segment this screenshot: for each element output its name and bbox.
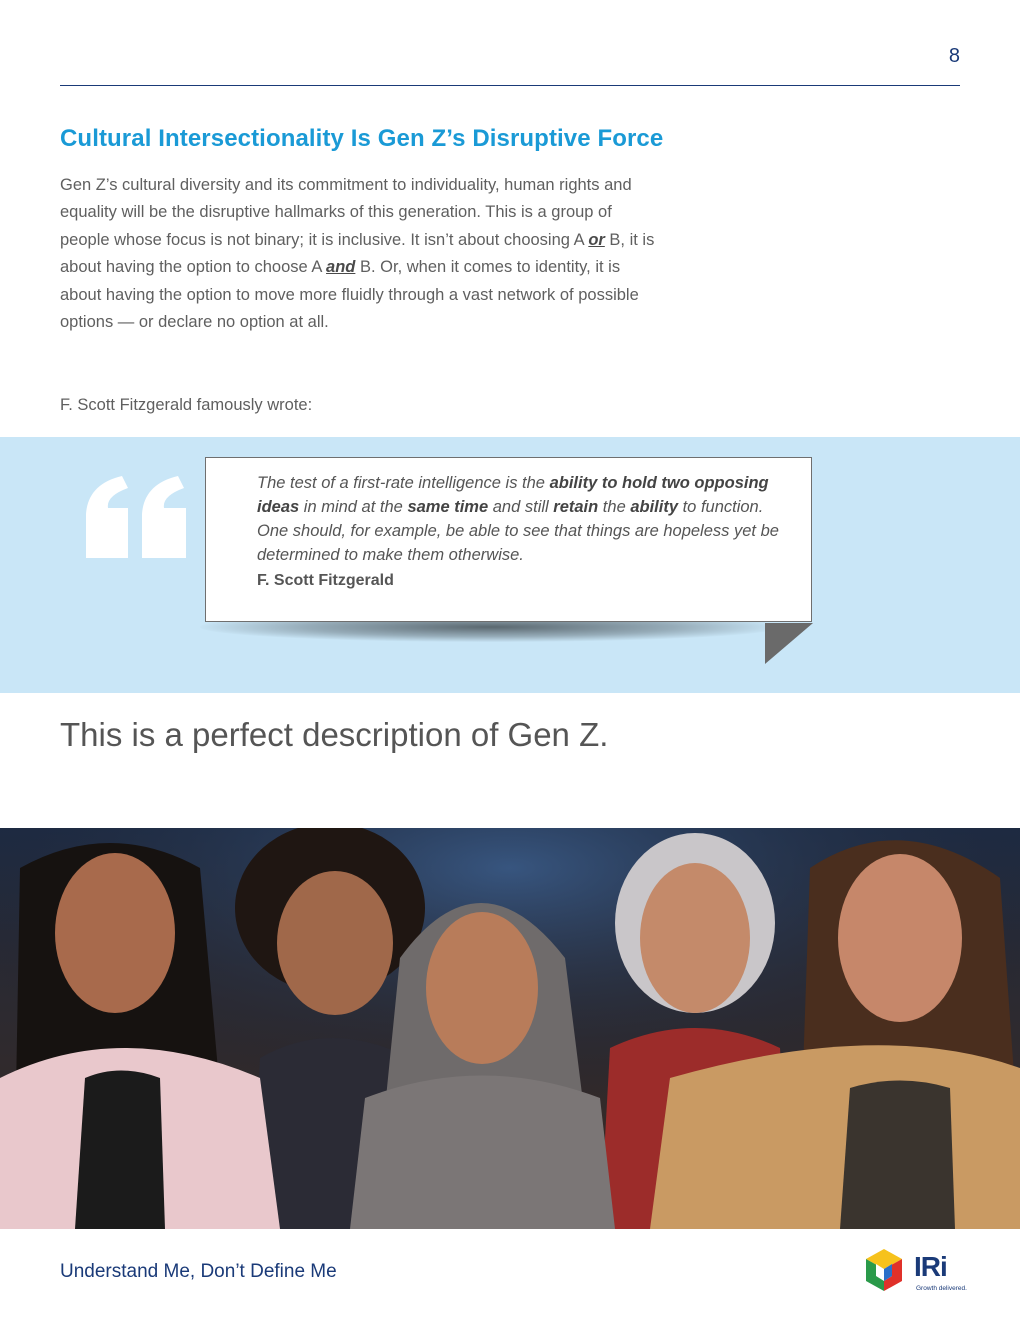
quote-text-3: and still: [488, 498, 554, 516]
quote-bold-2: same time: [407, 498, 489, 516]
body-paragraph: [60, 172, 660, 336]
quote-author: F. Scott Fitzgerald: [257, 572, 394, 589]
quote-bold-3: retain: [553, 498, 599, 516]
quote-intro: F. Scott Fitzgerald famously wrote:: [60, 396, 313, 414]
section-title: Cultural Intersectionality Is Gen Z’s Disruptive Force: [60, 125, 664, 152]
header-rule: [60, 85, 960, 86]
quote-bold-4: ability: [630, 498, 679, 516]
body-text-part-2: B, it is about having the option to choose A: [60, 230, 655, 277]
quote-text-5: to function. One should, for example, be able to see that things are hopeless yet be determined to make them otherwise.: [257, 498, 779, 564]
pull-statement: This is a perfect description of Gen Z.: [60, 716, 609, 753]
body-text-part-1: Gen Z’s cultural diversity and its commitment to individuality, human rights and equality will be the disruptive hallmarks of this generation. This is a group of people whose focus is not binary; it is inclusive. It isn’t about choosing A: [60, 176, 632, 249]
quote-mark-icon: [84, 476, 188, 558]
page-number: 8: [948, 45, 960, 67]
page-curl-icon: [765, 623, 813, 664]
quote-text-2: in mind at the: [299, 498, 408, 516]
body-text-part-3: B. Or, when it comes to identity, it is about having the option to move more fluidly through a vast network of possible options — or declare no option at all.: [60, 258, 639, 332]
gen-z-group-photo: [0, 828, 1020, 1229]
quote-text: [257, 471, 797, 567]
emphasis-or: or: [588, 230, 605, 249]
logo-wordmark: IRi: [914, 1251, 947, 1282]
footer-title: Understand Me, Don’t Define Me: [60, 1261, 337, 1282]
quote-text-4: the: [598, 498, 631, 516]
emphasis-and: and: [326, 258, 356, 277]
quote-bold-1: ability to hold two opposing ideas: [257, 474, 769, 516]
photo-illustration: [0, 828, 1020, 1229]
logo-tagline: Growth delivered.: [916, 1285, 967, 1292]
quote-text-1: The test of a first-rate intelligence is the: [257, 474, 550, 492]
